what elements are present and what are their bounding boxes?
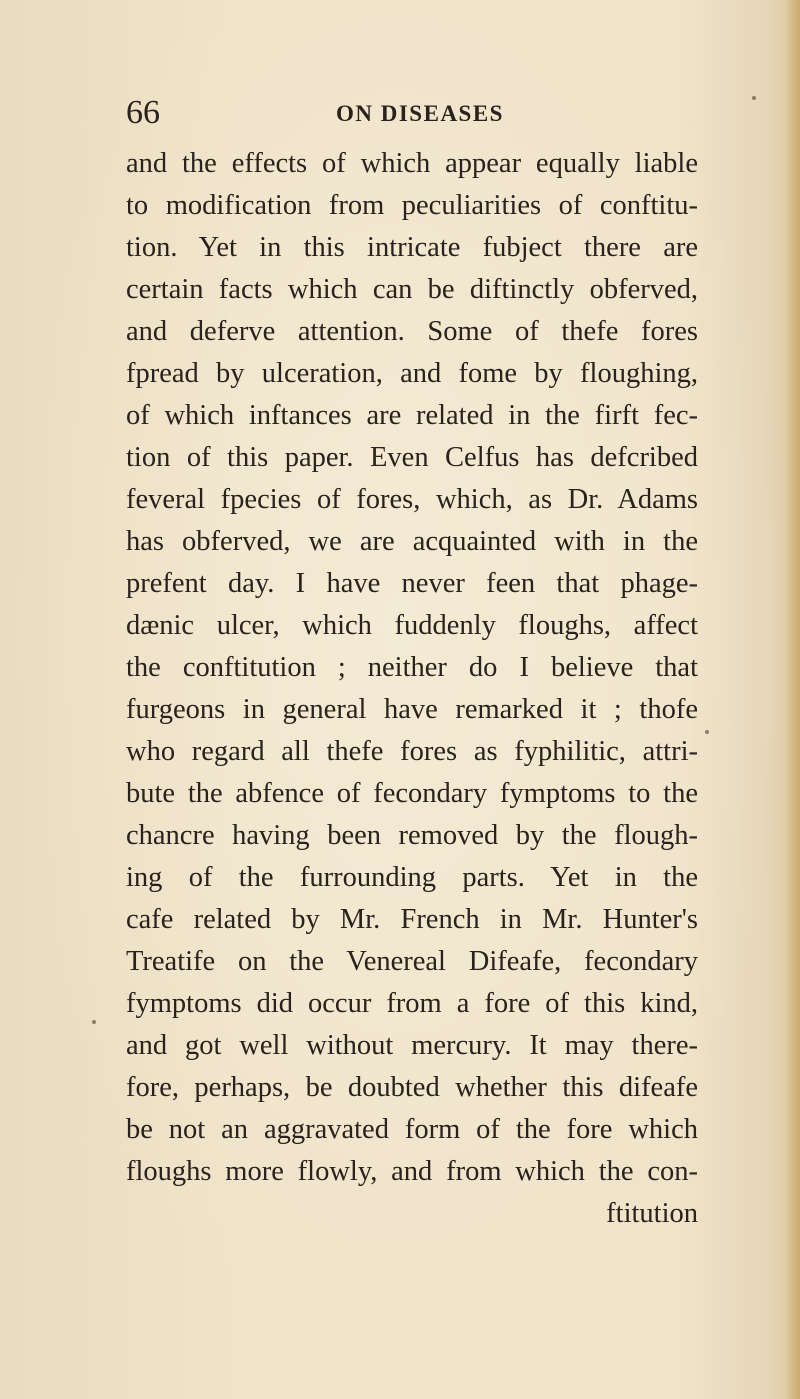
text-line: cafe related by Mr. French in Mr. Hunter's: [126, 904, 698, 935]
page-edge-shadow: [786, 0, 800, 1399]
text-line: bute the abfence of fecondary fymptoms to the: [126, 778, 698, 809]
page-header: [126, 93, 686, 137]
text-line: Treatife on the Venereal Difeafe, fecondary: [126, 946, 698, 977]
text-line: the conftitution ; neither do I believe that: [126, 652, 698, 683]
running-head: ON DISEASES: [336, 101, 504, 126]
text-line: ing of the furrounding parts. Yet in the: [126, 862, 698, 893]
body-text: [126, 143, 698, 1235]
text-line: and the effects of which appear equally liable: [126, 148, 698, 179]
text-line: and deferve attention. Some of thefe fores: [126, 316, 698, 347]
text-line: certain facts which can be diftinctly obferved,: [126, 274, 698, 305]
page-number: 66: [126, 94, 160, 131]
text-line: fore, perhaps, be doubted whether this difeafe: [126, 1072, 698, 1103]
text-line: of which inftances are related in the firft fec-: [126, 400, 698, 431]
text-line: furgeons in general have remarked it ; thofe: [126, 694, 698, 725]
text-line: tion of this paper. Even Celfus has defcribed: [126, 442, 698, 473]
paper-speck: [92, 1020, 96, 1024]
text-line: fymptoms did occur from a fore of this kind,: [126, 988, 698, 1019]
paper-speck: [752, 96, 756, 100]
text-line: dænic ulcer, which fuddenly floughs, affect: [126, 610, 698, 641]
text-line: floughs more flowly, and from which the con-: [126, 1156, 698, 1187]
text-line: chancre having been removed by the flough-: [126, 820, 698, 851]
text-line: who regard all thefe fores as fyphilitic, attri-: [126, 736, 698, 767]
text-line: tion. Yet in this intricate fubject there are: [126, 232, 698, 263]
paper-speck: [705, 730, 709, 734]
text-line: to modification from peculiarities of conftitu-: [126, 190, 698, 221]
catchword: ftitution: [606, 1198, 698, 1229]
text-line: fpread by ulceration, and fome by floughing,: [126, 358, 698, 389]
text-line: prefent day. I have never feen that phage-: [126, 568, 698, 599]
text-line: and got well without mercury. It may there-: [126, 1030, 698, 1061]
text-line: be not an aggravated form of the fore which: [126, 1114, 698, 1145]
text-line: feveral fpecies of fores, which, as Dr. Adams: [126, 484, 698, 515]
text-line: has obferved, we are acquainted with in the: [126, 526, 698, 557]
